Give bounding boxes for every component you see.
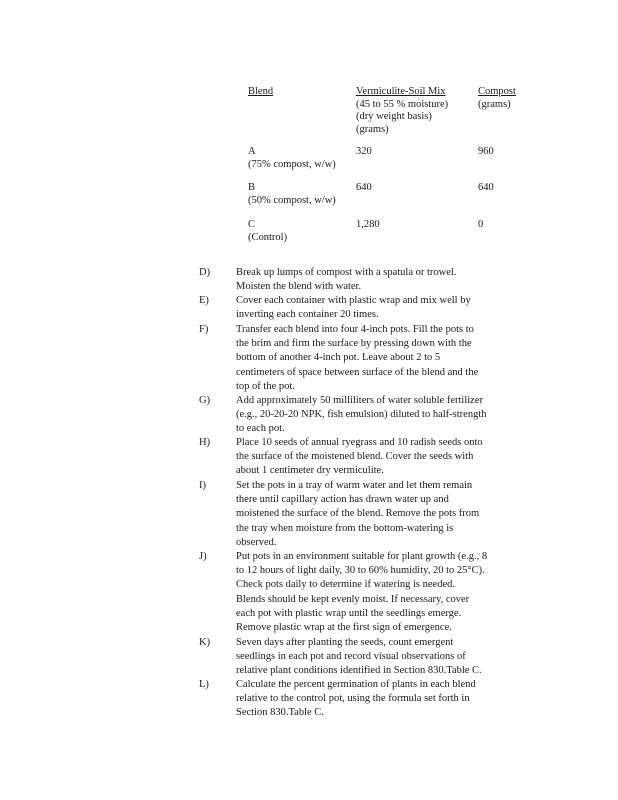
step-line: Moisten the blend with water. bbox=[236, 281, 362, 293]
step-line: the tray when moisture from the bottom-watering is bbox=[236, 522, 454, 534]
step-line: inverting each container 20 times. bbox=[236, 309, 379, 321]
step-line: Put pots in an environment suitable for plant growth (e.g., 8 bbox=[236, 551, 488, 562]
row-blend-name: C bbox=[248, 219, 256, 230]
header-compost-line-2: (grams) bbox=[478, 98, 511, 110]
header-mix-line-4: (grams) bbox=[356, 123, 389, 135]
step-text bbox=[236, 323, 526, 394]
step-text bbox=[236, 294, 526, 322]
step-line: the surface of the moistened blend. Cover the seeds with bbox=[236, 451, 474, 463]
row-blend-note: (Control) bbox=[248, 231, 288, 243]
step-line: relative to the control pot, using the formula set forth in bbox=[236, 693, 470, 705]
row-blend-cell bbox=[248, 146, 336, 171]
row-blend-note: (50% compost, w/w) bbox=[248, 194, 336, 206]
step-label: H) bbox=[199, 437, 211, 448]
header-blend-label: Blend bbox=[248, 86, 274, 97]
step-line: Transfer each blend into four 4-inch pots. Fill the pots to bbox=[236, 324, 474, 335]
step-line: to 12 hours of light daily, 30 to 60% humidity, 20 to 25°C). bbox=[236, 565, 485, 577]
step-line: Remove plastic wrap at the first sign of emergence. bbox=[236, 622, 452, 634]
step-line: Section 830.Table C. bbox=[236, 707, 324, 719]
step-line: Cover each container with plastic wrap and mix well by bbox=[236, 295, 471, 306]
row-blend-note: (75% compost, w/w) bbox=[248, 158, 336, 170]
header-compost-line-1: Compost bbox=[478, 86, 516, 97]
step-text bbox=[236, 678, 526, 721]
step-line: about 1 centimeter dry vermiculite. bbox=[236, 465, 384, 477]
step-line: (e.g., 20-20-20 NPK, fish emulsion) diluted to half-strength bbox=[236, 409, 487, 421]
step-label: F) bbox=[199, 324, 209, 335]
step-line: Place 10 seeds of annual ryegrass and 10 radish seeds onto bbox=[236, 437, 483, 448]
step-line: Blends should be kept evenly moist. If necessary, cover bbox=[236, 593, 470, 605]
step-line: Calculate the percent germination of plants in each blend bbox=[236, 679, 476, 690]
step-line: Seven days after planting the seeds, count emergent bbox=[236, 637, 454, 648]
table-header-compost bbox=[478, 86, 516, 111]
row-compost-value: 640 bbox=[478, 182, 494, 193]
step-text bbox=[236, 436, 526, 479]
step-line: Add approximately 50 milliliters of water soluble fertilizer bbox=[236, 395, 483, 406]
step-line: each pot with plastic wrap until the seedlings emerge. bbox=[236, 607, 462, 619]
step-text bbox=[236, 394, 526, 437]
step-line: top of the pot. bbox=[236, 380, 295, 392]
table-header-blend bbox=[248, 86, 273, 99]
row-compost-value: 960 bbox=[478, 146, 494, 157]
step-text bbox=[236, 266, 526, 294]
step-line: seedlings in each pot and record visual observations of bbox=[236, 651, 466, 663]
step-line: the brim and firm the surface by pressing down with the bbox=[236, 338, 472, 350]
table-header-mix bbox=[356, 86, 448, 136]
row-blend-name: A bbox=[248, 146, 256, 157]
step-label: K) bbox=[199, 637, 211, 648]
step-label: J) bbox=[199, 551, 207, 562]
row-mix-value: 320 bbox=[356, 146, 372, 157]
step-line: moistened the surface of the blend. Remove the pots from bbox=[236, 508, 480, 520]
header-mix-line-2: (45 to 55 % moisture) bbox=[356, 98, 449, 110]
row-compost-value: 0 bbox=[478, 219, 484, 230]
step-label: G) bbox=[199, 395, 211, 406]
row-blend-cell bbox=[248, 219, 287, 244]
step-line: Break up lumps of compost with a spatula or trowel. bbox=[236, 267, 457, 278]
step-line: to each pot. bbox=[236, 423, 285, 435]
step-label: L) bbox=[199, 679, 209, 690]
step-line: Check pots daily to determine if watering is needed. bbox=[236, 579, 455, 591]
step-text bbox=[236, 550, 526, 635]
step-label: I) bbox=[199, 480, 206, 491]
step-line: observed. bbox=[236, 536, 277, 548]
step-line: relative plant conditions identified in Section 830.Table C. bbox=[236, 665, 482, 677]
step-label: D) bbox=[199, 267, 211, 278]
step-line: Set the pots in a tray of warm water and let them remain bbox=[236, 480, 473, 491]
step-text bbox=[236, 479, 526, 550]
row-blend-cell bbox=[248, 182, 336, 207]
row-mix-value: 1,280 bbox=[356, 219, 380, 230]
step-text bbox=[236, 636, 526, 679]
row-blend-name: B bbox=[248, 182, 256, 193]
step-label: E) bbox=[199, 295, 209, 306]
step-line: bottom of another 4-inch pot. Leave about 2 to 5 bbox=[236, 352, 441, 364]
header-mix-line-1: Vermiculite-Soil Mix bbox=[356, 86, 446, 97]
row-mix-value: 640 bbox=[356, 182, 372, 193]
step-line: there until capillary action has drawn water up and bbox=[236, 494, 449, 506]
header-mix-line-3: (dry weight basis) bbox=[356, 111, 432, 122]
step-line: centimeters of space between surface of the blend and the bbox=[236, 366, 479, 378]
